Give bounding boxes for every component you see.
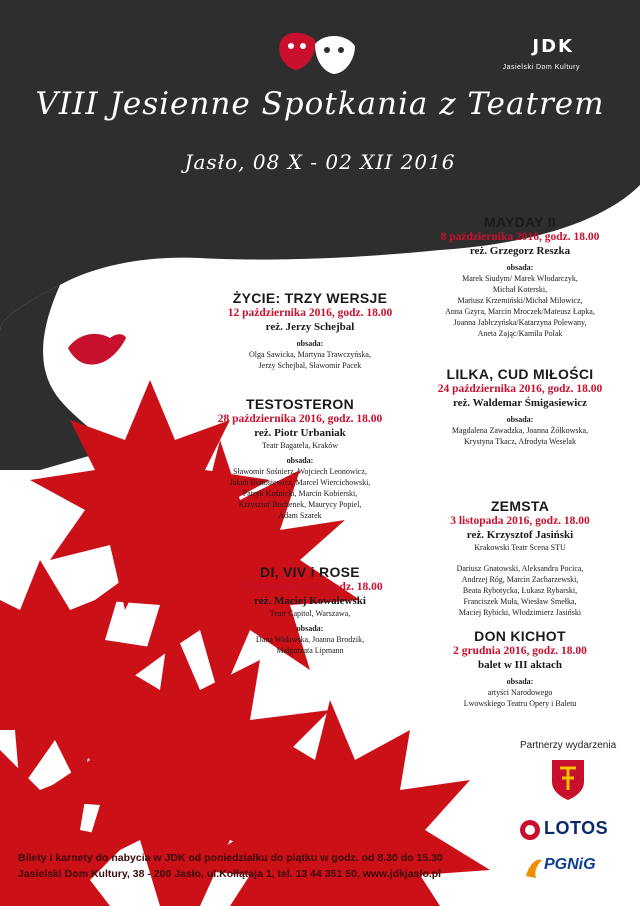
cast-line: Olga Sawicka, Martyna Trawczyńska,: [249, 350, 371, 359]
cast-label: obsada:: [506, 677, 534, 686]
cast-line: Mariusz Krzemiński/Michał Milowicz,: [457, 296, 583, 305]
show-director: reż. Maciej Kowalewski: [254, 595, 366, 607]
cast-line: Adam Szarek: [278, 511, 322, 520]
footer-line-tickets: Bilety i karnety do nabycia w JDK od poniedziałku do piątku w godz. od 8.30 do 15.30: [18, 852, 443, 864]
cast-line: Anna Gzyra, Marcin Mroczek/Mateusz Łapka,: [445, 307, 595, 316]
show-title: TESTOSTERON: [245, 396, 355, 412]
show-date: 17 listopada 2016, godz. 18.00: [237, 581, 383, 593]
jdk-logo: JDK: [532, 36, 574, 57]
pgnig-logo: PGNiG: [544, 856, 596, 873]
show-don-kichot: [410, 628, 630, 709]
show-testosteron: [195, 396, 405, 521]
cast-line: Beata Rybotycka, Łukasz Rybarski,: [462, 586, 578, 595]
show-date: 24 października 2016, godz. 18.00: [437, 383, 603, 395]
cast-line: Dana Widawska, Joanna Brodzik,: [255, 635, 365, 644]
show-title: ZEMSTA: [490, 498, 550, 514]
cast-line: Małgorzata Lipmann: [276, 646, 344, 655]
jdk-logo-subtitle: Jasielski Dom Kultury: [502, 64, 580, 71]
partners-label: Partnerzy wydarzenia: [520, 740, 617, 751]
show-director: reż. Piotr Urbaniak: [254, 427, 346, 439]
page-title: VIII Jesienne Spotkania z Teatrem: [35, 86, 605, 122]
show-lilka: [410, 366, 630, 447]
show-title: DI, VIV i ROSE: [260, 564, 360, 580]
cast-line: Lwowskiego Teatru Opery i Baletu: [463, 699, 577, 708]
cast-line: Andrzej Róg, Marcin Zacharzewski,: [461, 575, 579, 584]
show-di-viv-rose: [210, 564, 410, 656]
cast-line: Jakub Bohosiewicz, Marcel Wiercichowski,: [229, 478, 371, 487]
cast-label: obsada:: [296, 339, 324, 348]
cast-line: Joanna Jabłczyńska/Katarzyna Polewany,: [453, 318, 587, 327]
cast-line: Maciej Rybicki, Włodzimierz Jasiński: [458, 608, 582, 617]
show-date: 12 października 2016, godz. 18.00: [227, 307, 393, 319]
cast-line: Patryk Kośnicki, Marcin Kobierski,: [242, 489, 358, 498]
show-date: 8 października 2016, godz. 18.00: [440, 231, 600, 243]
show-director: balet w III aktach: [477, 659, 563, 671]
show-theatre: Teatr Capitol, Warszawa,: [269, 609, 351, 618]
footer-line-contact: Jasielski Dom Kultury, 38 - 200 Jasło, ul.Kołłątaja 1, tel. 13 44 351 50, www.jdkjaslo.pl: [18, 868, 442, 880]
cast-line: artyści Narodowego: [487, 688, 553, 697]
cast-label: obsada:: [506, 415, 534, 424]
page-subtitle: Jasło, 08 X - 02 XII 2016: [184, 150, 456, 174]
cast-line: Michał Koterski,: [492, 285, 548, 294]
cast-line: Franciszek Muła, Wiesław Smełka,: [463, 597, 577, 606]
show-mayday: [410, 214, 630, 339]
footer: [18, 850, 443, 882]
cast-line: Krystyna Tkacz, Afrodyta Weselak: [464, 437, 576, 446]
cast-line: Aneta Zając/Kamila Polak: [477, 329, 563, 338]
lotos-logo: LOTOS: [544, 818, 609, 838]
show-title: LILKA, CUD MIŁOŚCI: [446, 366, 594, 382]
show-zycie: [205, 290, 415, 371]
show-theatre: Teatr Bagatela, Kraków: [261, 441, 339, 450]
show-zemsta: [410, 498, 630, 618]
show-title: MAYDAY II: [483, 214, 557, 230]
show-director: reż. Jerzy Schejbal: [265, 321, 355, 333]
show-date: 28 października 2016, godz. 18.00: [217, 413, 383, 425]
cast-label: obsada:: [506, 263, 534, 272]
cast-line: Dariusz Gnatowski, Aleksandra Pocica,: [456, 564, 584, 573]
show-theatre: Krakowski Teatr Scena STU: [474, 543, 566, 552]
show-title: DON KICHOT: [474, 628, 566, 644]
show-date: 3 listopada 2016, godz. 18.00: [450, 515, 590, 527]
cast-label: obsada:: [296, 624, 324, 633]
show-director: reż. Grzegorz Reszka: [469, 245, 571, 257]
jaslo-coat-of-arms-icon: [552, 760, 584, 800]
show-director: reż. Krzysztof Jasiński: [466, 529, 574, 541]
cast-line: Krzysztof Bochenek, Maurycy Popiel,: [238, 500, 362, 509]
cast-line: Jerzy Schejbal, Sławomir Pacek: [258, 361, 362, 370]
cast-line: Marek Siudym/ Marek Włodarczyk,: [462, 274, 578, 283]
cast-line: Sławomir Sośnierz, Wojciech Leonowicz,: [232, 467, 368, 476]
lips: [68, 334, 126, 365]
cast-line: Magdalena Zawadzka, Joanna Żółkowska,: [451, 426, 589, 435]
show-title: ŻYCIE: TRZY WERSJE: [232, 290, 388, 306]
cast-label: obsada:: [286, 456, 314, 465]
show-date: 2 grudnia 2016, godz. 18.00: [453, 645, 587, 657]
show-director: reż. Waldemar Śmigasiewicz: [452, 397, 588, 409]
